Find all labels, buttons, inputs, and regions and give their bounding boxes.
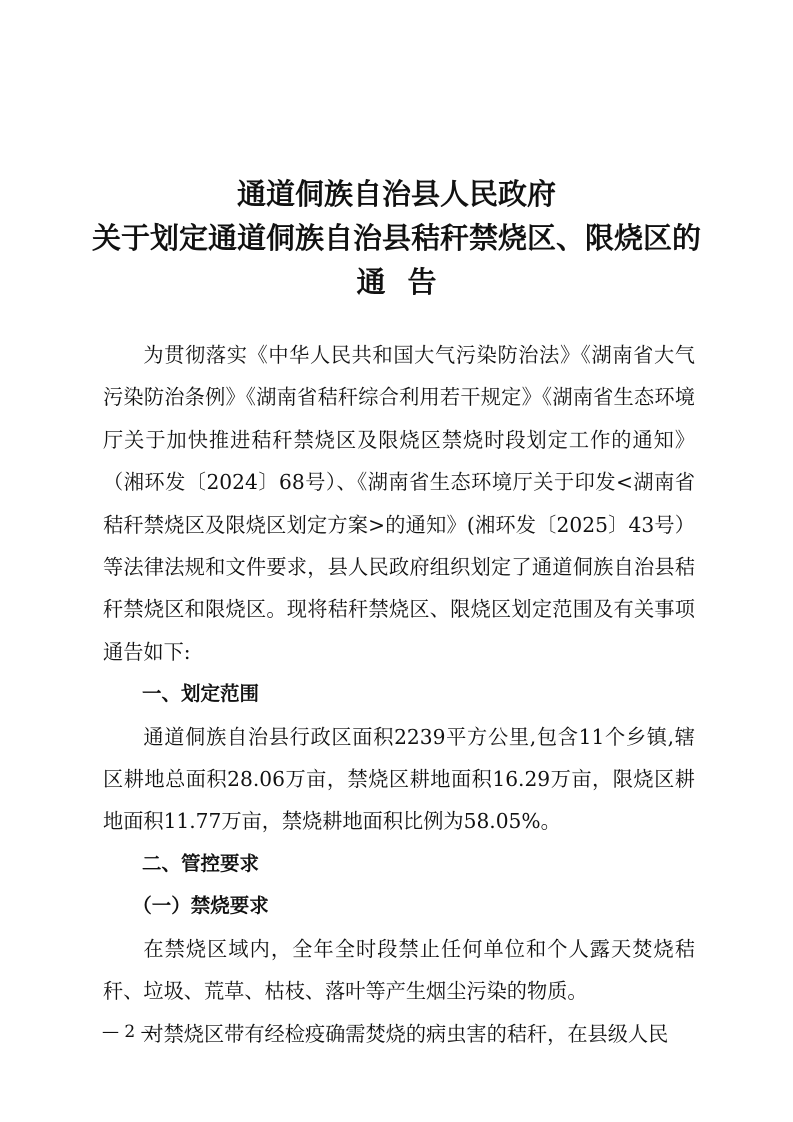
subsection-heading-ban: （一）禁烧要求	[132, 894, 269, 918]
page-number: — 2 —	[102, 1022, 158, 1042]
title-line-2: 关于划定通道侗族自治县秸秆禁烧区、限烧区的	[91, 221, 701, 255]
title-line-3: 通告	[356, 265, 459, 299]
scope-paragraph: 通道侗族自治县行政区面积2239平方公里,包含11个乡镇,辖区耕地总面积28.06万亩，禁烧区耕地面积16.29万亩，限烧区耕地面积11.77万亩，禁烧耕地面积比例为58.05%。	[103, 724, 695, 834]
intro-paragraph: 为贯彻落实《中华人民共和国大气污染防治法》《湖南省大气污染防治条例》《湖南省秸秆综合利用若干规定》《湖南省生态环境厅关于加快推进秸秆禁烧区及限烧区禁烧时段划定工作的通知》（湘环发〔2024〕68号）、《湖南省生态环境厅关于印发<湖南省秸秆禁烧区及限烧区划定方案>的通知》(湘环发〔2025〕43号）等法律法规和文件要求，县人民政府组织划定了通道侗族自治县秸秆禁烧区和限烧区。现将秸秆禁烧区、限烧区划定范围及有关事项通告如下:	[103, 343, 695, 664]
ban-paragraph-1: 在禁烧区域内，全年全时段禁止任何单位和个人露天焚烧秸秆、垃圾、荒草、枯枝、落叶等产生烟尘污染的物质。	[103, 936, 695, 1004]
document-body	[103, 334, 695, 1055]
title-line-1: 通道侗族自治县人民政府	[236, 177, 556, 211]
section-heading-control: 二、管控要求	[142, 851, 260, 875]
document-title	[0, 172, 793, 304]
ban-paragraph-2: 对禁烧区带有经检疫确需焚烧的病虫害的秸秆，在县级人民	[143, 1021, 669, 1046]
section-heading-scope: 一、划定范围	[142, 682, 260, 706]
